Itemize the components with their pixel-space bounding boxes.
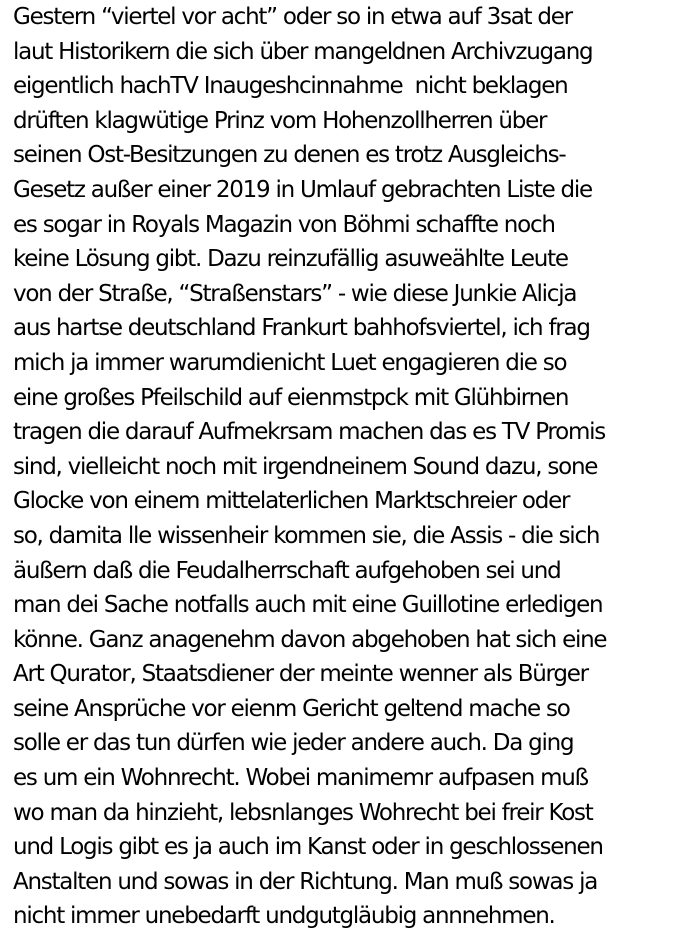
text-line: äußern daß die Feudalherrschaft aufgehoben sei und	[13, 557, 561, 584]
text-line: man dei Sache notfalls auch mit eine Guillotine erledigen	[13, 592, 603, 619]
text-line: tragen die darauf Aufmekrsam machen das es TV Promis	[13, 419, 605, 446]
text-line: laut Historikern die sich über mangeldnen Archivzugang	[13, 38, 593, 65]
text-line: so, damita lle wissenheir kommen sie, die Assis - die sich	[13, 522, 600, 549]
text-line: Glocke von einem mittelaterlichen Marktschreier oder	[13, 488, 570, 515]
text-line: Art Qurator, Staatsdiener der meinte wenner als Bürger	[13, 661, 588, 688]
text-line: aus hartse deutschland Frankurt bahhofsviertel, ich frag	[13, 315, 590, 342]
text-line: von der Straße, “Straßenstars” - wie diese Junkie Alicja	[13, 280, 577, 307]
text-line: keine Lösung gibt. Dazu reinzufällig asuweählte Leute	[13, 246, 568, 273]
text-line: wo man da hinzieht, lebsnlanges Wohrecht bei freir Kost	[13, 799, 593, 826]
text-line: seine Ansprüche vor eienm Gericht geltend mache so	[13, 695, 570, 722]
text-line: eine großes Pfeilschild auf eienmstpck mit Glühbirnen	[13, 384, 569, 411]
text-line: es um ein Wohnrecht. Wobei manimemr aufpasen muß	[13, 765, 588, 792]
text-line: Anstalten und sowas in der Richtung. Man muß sowas ja	[13, 868, 598, 895]
text-line: mich ja immer warumdienicht Luet engagieren die so	[13, 349, 567, 376]
text-line: es sogar in Royals Magazin von Böhmi schaffte noch	[13, 211, 555, 238]
text-line: seinen Ost-Besitzungen zu denen es trotz Ausgleichs-	[13, 142, 566, 169]
text-line: und Logis gibt es ja auch im Kanst oder in geschlossenen	[13, 834, 603, 861]
text-line: solle er das tun dürfen wie jeder andere auch. Da ging	[13, 730, 574, 757]
text-line: sind, vielleicht noch mit irgendneinem Sound dazu, sone	[13, 453, 598, 480]
text-line: Gestern “viertel vor acht” oder so in etwa auf 3sat der	[13, 4, 572, 30]
text-line: eigentlich hachTV Inaugeshcinnahme nicht beklagen	[13, 73, 568, 100]
text-line: nicht immer unebedarft undgutgläubig annnehmen.	[13, 903, 555, 930]
text-line: drüften klagwütige Prinz vom Hohenzollherren über	[13, 107, 547, 134]
text-line: Gesetz außer einer 2019 in Umlauf gebrachten Liste die	[13, 176, 592, 203]
text-line: könne. Ganz anagenehm davon abgehoben hat sich eine	[13, 626, 607, 653]
document-paragraph	[13, 0, 681, 934]
